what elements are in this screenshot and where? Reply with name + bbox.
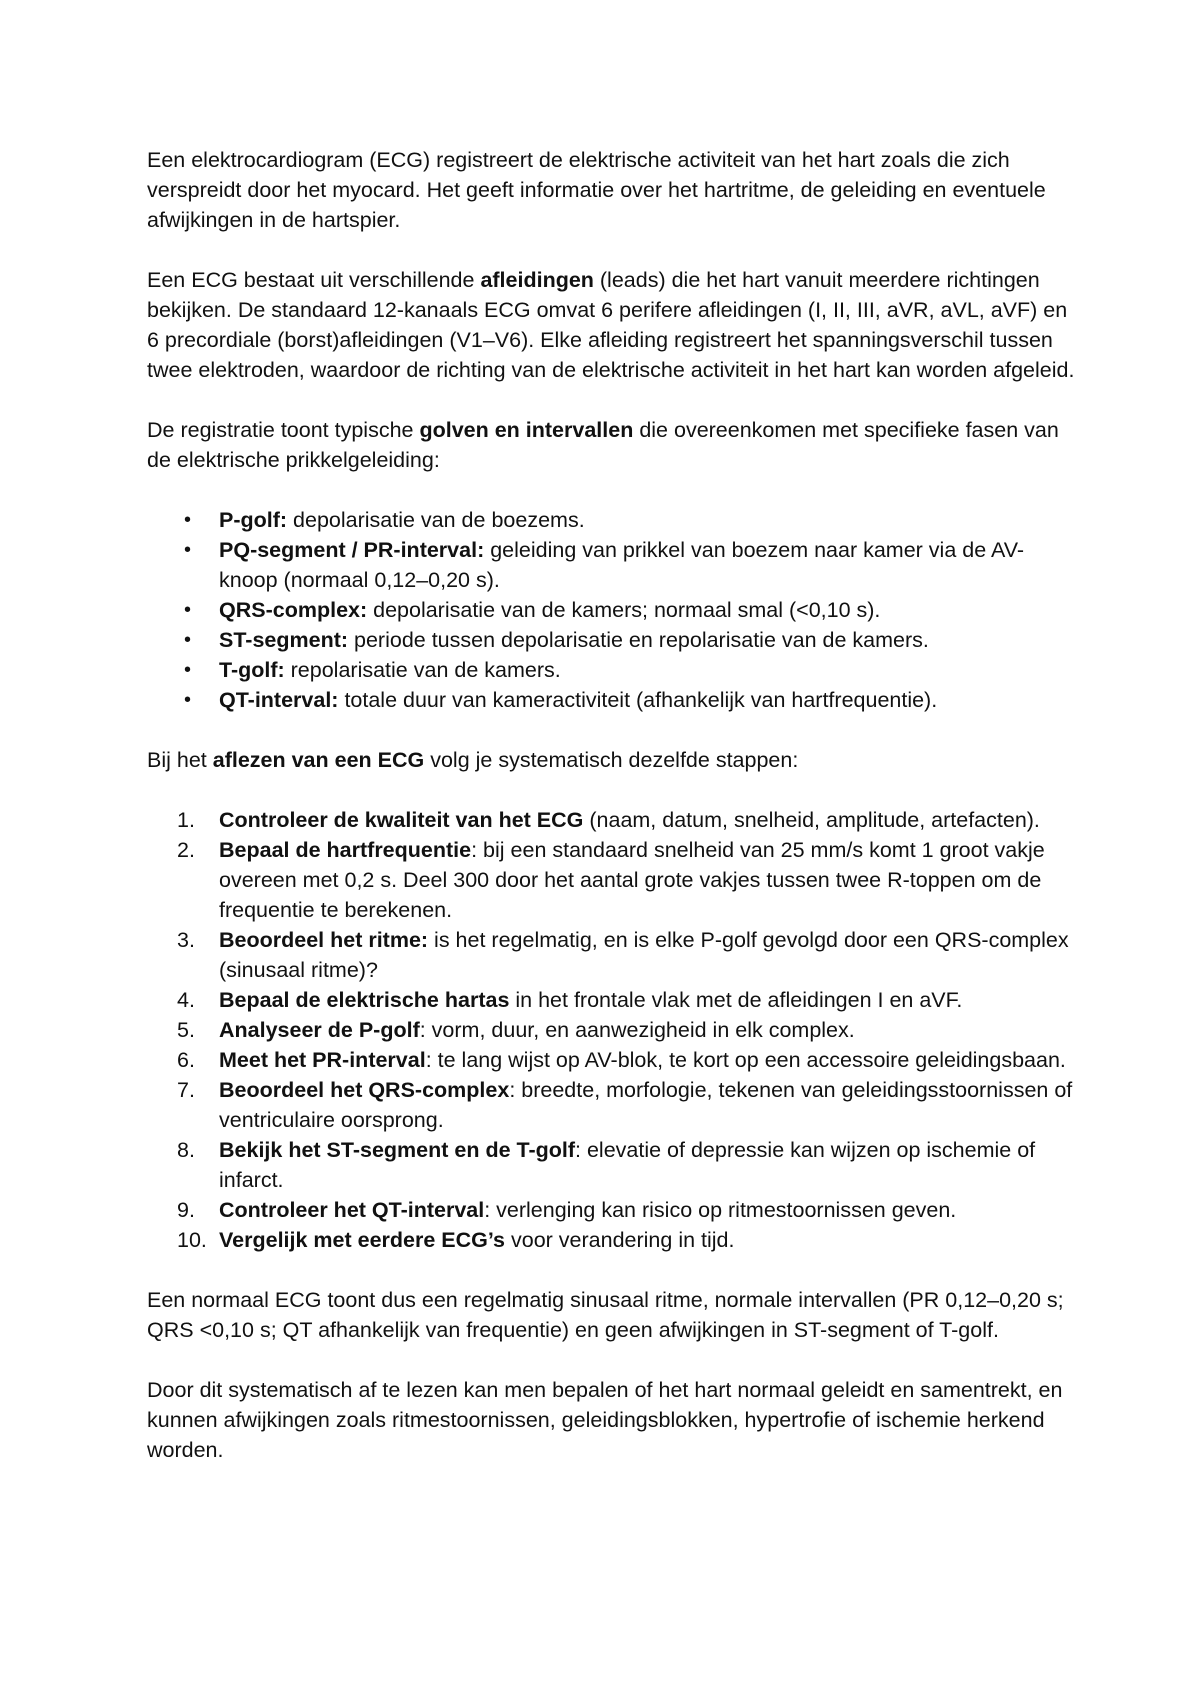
bullet-text: depolarisatie van de boezems. bbox=[287, 508, 585, 532]
step-number: 7. bbox=[177, 1078, 195, 1102]
waves-text-before: De registratie toont typische bbox=[147, 418, 420, 442]
bullet-marker: • bbox=[184, 599, 192, 621]
step-number: 4. bbox=[177, 988, 195, 1012]
bullet-marker: • bbox=[184, 509, 192, 531]
step-term: Controleer de kwaliteit van het ECG bbox=[219, 808, 584, 832]
step-number: 3. bbox=[177, 928, 195, 952]
step-number: 9. bbox=[177, 1198, 195, 1222]
list-item bbox=[147, 625, 1077, 655]
step-text: : bij een standaard snelheid van 25 mm/s komt 1 groot vakje overeen met 0,2 s. Deel 300 door het aantal grote vakjes tussen twee R-toppen om de frequentie te berekenen. bbox=[219, 838, 1045, 922]
waves-bullet-list bbox=[147, 505, 1077, 715]
list-item bbox=[147, 1195, 1077, 1225]
step-term: Meet het PR-interval bbox=[219, 1048, 426, 1072]
step-term: Bekijk het ST-segment en de T-golf bbox=[219, 1138, 576, 1162]
waves-paragraph bbox=[147, 415, 1077, 475]
step-term: Vergelijk met eerdere ECG’s bbox=[219, 1228, 506, 1252]
intro-paragraph: Een elektrocardiogram (ECG) registreert de elektrische activiteit van het hart zoals die zich verspreidt door het myocard. Het geeft informatie over het hartritme, de geleiding en eventuele afwijkingen in de hartspier. bbox=[147, 148, 1046, 232]
reading-steps-list bbox=[147, 805, 1077, 1255]
list-item bbox=[147, 985, 1077, 1015]
bullet-marker: • bbox=[184, 689, 192, 711]
step-text: voor verandering in tijd. bbox=[505, 1228, 735, 1252]
list-item bbox=[147, 805, 1077, 835]
step-term: Bepaal de hartfrequentie bbox=[219, 838, 472, 862]
step-text: : elevatie of depressie kan wijzen op ischemie of infarct. bbox=[219, 1138, 1036, 1192]
list-item bbox=[147, 1015, 1077, 1045]
bullet-text: periode tussen depolarisatie en repolarisatie van de kamers. bbox=[348, 628, 929, 652]
waves-bold-term: golven en intervallen bbox=[419, 418, 634, 442]
bullet-text: totale duur van kameractiviteit (afhankelijk van hartfrequentie). bbox=[338, 688, 938, 712]
list-item bbox=[147, 505, 1077, 535]
leads-paragraph bbox=[147, 265, 1077, 385]
bullet-text: depolarisatie van de kamers; normaal smal (<0,10 s). bbox=[367, 598, 881, 622]
leads-text-after: (leads) die het hart vanuit meerdere richtingen bekijken. De standaard 12-kanaals ECG omvat 6 perifere afleidingen (I, II, III, aVR, aVL, aVF) en 6 precordiale (borst)afleidingen (V1–V6). Elke afleiding registreert het spanningsverschil tussen twee elektroden, waardoor de richting van de elektrische activiteit in het hart kan worden afgeleid. bbox=[147, 268, 1075, 382]
list-item bbox=[147, 595, 1077, 625]
bullet-text: repolarisatie van de kamers. bbox=[284, 658, 561, 682]
normal-ecg-paragraph: Een normaal ECG toont dus een regelmatig sinusaal ritme, normale intervallen (PR 0,12–0,20 s; QRS <0,10 s; QT afhankelijk van frequentie) en geen afwijkingen in ST-segment of T-golf. bbox=[147, 1288, 1064, 1342]
step-number: 1. bbox=[177, 808, 195, 832]
list-item bbox=[147, 1135, 1077, 1195]
step-number: 6. bbox=[177, 1048, 195, 1072]
leads-bold-term: afleidingen bbox=[480, 268, 594, 292]
list-item bbox=[147, 1075, 1077, 1135]
step-text: (naam, datum, snelheid, amplitude, artefacten). bbox=[583, 808, 1040, 832]
list-item bbox=[147, 535, 1077, 595]
bullet-marker: • bbox=[184, 659, 192, 681]
step-term: Bepaal de elektrische hartas bbox=[219, 988, 510, 1012]
list-item bbox=[147, 685, 1077, 715]
list-item bbox=[147, 835, 1077, 925]
bullet-term: P-golf: bbox=[219, 508, 288, 532]
waves-text-after: die overeenkomen met specifieke fasen van de elektrische prikkelgeleiding: bbox=[147, 418, 1059, 472]
list-item bbox=[147, 1225, 1077, 1255]
step-number: 8. bbox=[177, 1138, 195, 1162]
bullet-term: PQ-segment / PR-interval: bbox=[219, 538, 485, 562]
bullet-term: ST-segment: bbox=[219, 628, 349, 652]
step-text: is het regelmatig, en is elke P-golf gevolgd door een QRS-complex (sinusaal ritme)? bbox=[219, 928, 1069, 982]
step-term: Analyseer de P-golf bbox=[219, 1018, 420, 1042]
step-term: Beoordeel het QRS-complex bbox=[219, 1078, 510, 1102]
bullet-text: geleiding van prikkel van boezem naar kamer via de AV-knoop (normaal 0,12–0,20 s). bbox=[219, 538, 1025, 592]
bullet-term: T-golf: bbox=[219, 658, 285, 682]
bullet-marker: • bbox=[184, 539, 192, 561]
reading-text-after: volg je systematisch dezelfde stappen: bbox=[424, 748, 799, 772]
step-text: in het frontale vlak met de afleidingen I en aVF. bbox=[509, 988, 963, 1012]
step-text: : breedte, morfologie, tekenen van geleidingsstoornissen of ventriculaire oorsprong. bbox=[219, 1078, 1073, 1132]
list-item bbox=[147, 1045, 1077, 1075]
bullet-term: QT-interval: bbox=[219, 688, 339, 712]
bullet-term: QRS-complex: bbox=[219, 598, 368, 622]
step-number: 2. bbox=[177, 838, 195, 862]
step-number: 5. bbox=[177, 1018, 195, 1042]
step-text: : vorm, duur, en aanwezigheid in elk complex. bbox=[419, 1018, 855, 1042]
step-term: Beoordeel het ritme: bbox=[219, 928, 429, 952]
step-number: 10. bbox=[177, 1228, 207, 1252]
step-text: : verlenging kan risico op ritmestoornissen geven. bbox=[484, 1198, 957, 1222]
bullet-marker: • bbox=[184, 629, 192, 651]
reading-text-before: Bij het bbox=[147, 748, 213, 772]
document-body bbox=[147, 145, 1077, 1495]
leads-text-before: Een ECG bestaat uit verschillende bbox=[147, 268, 481, 292]
list-item bbox=[147, 655, 1077, 685]
step-term: Controleer het QT-interval bbox=[219, 1198, 485, 1222]
reading-steps-intro bbox=[147, 745, 1077, 775]
step-text: : te lang wijst op AV-blok, te kort op een accessoire geleidingsbaan. bbox=[425, 1048, 1066, 1072]
reading-bold-term: aflezen van een ECG bbox=[212, 748, 425, 772]
conclusion-paragraph: Door dit systematisch af te lezen kan men bepalen of het hart normaal geleidt en samentrekt, en kunnen afwijkingen zoals ritmestoornissen, geleidingsblokken, hypertrofie of ischemie herkend worden. bbox=[147, 1378, 1063, 1462]
list-item bbox=[147, 925, 1077, 985]
